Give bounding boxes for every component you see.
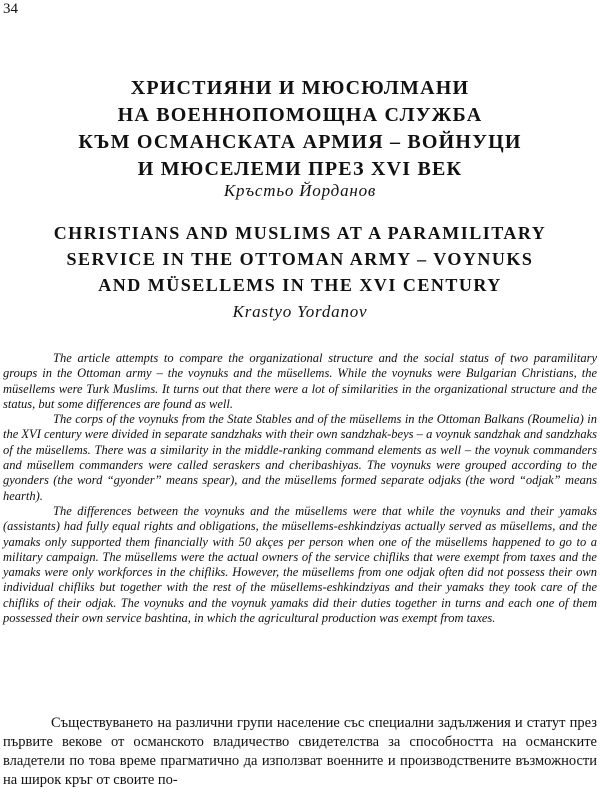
title-bulgarian: [0, 75, 600, 183]
page-number: 34: [3, 1, 18, 17]
abstract-paragraph: The differences between the voynuks and the müsellems were that while the voynuks and their yamaks (assistants) had fully equal rights and obligations, the müsellems-eshkindziyas actually served as müsellems, and the yamaks only supported them financially with 50 akçes per person when one of the müsellems happened to go to a military campaign. The müsellems were the actual owners of the service chifliks that were exempt from taxes and the yamaks were only workforces in the chifliks. However, the müsellems from one odjak often did not possess their own individual chifliks but together with the rest of the müsellems-eshkindziyas and their yamaks they took care of the chifliks of their odjak. The voynuks and the voynuk yamaks did their duties together in turns and each one of them possessed their own service bashtina, in which the agricultural production was exempt from taxes.: [3, 503, 597, 626]
abstract: [3, 351, 597, 626]
title-en-line: SERVICE IN THE OTTOMAN ARMY – VOYNUKS: [66, 249, 534, 269]
title-en-line: AND MÜSELLEMS IN THE XVI CENTURY: [98, 275, 502, 295]
title-bg-line: КЪМ ОСМАНСКАТА АРМИЯ – ВОЙНУЦИ: [78, 131, 522, 153]
author-english: Krastyo Yordanov: [232, 302, 368, 321]
body-text: [3, 714, 597, 790]
author-bulgarian: Кръстьо Йорданов: [223, 181, 377, 200]
title-bg-line: И МЮСЕЛЕМИ ПРЕЗ XVI ВЕК: [137, 158, 463, 180]
abstract-paragraph: The corps of the voynuks from the State Stables and of the müsellems in the Ottoman Balkans (Roumelia) in the XVI century were divided in separate sandzhaks with their own sandzhak-beys – a voynuk sandzhak and sandzhaks of the müsellems. There was a similarity in the middle-ranking command elements as well – the voynuk commanders and müsellem commanders were called seraskers and cheribashiyas. The voynuks were grouped according to the gyonders (the word “gyonder” means spear), and the müsellems formed separate odjaks (the word “odjak” means hearth).: [3, 412, 597, 503]
body-paragraph: Съществуването на различни групи население със специални задължения и статут през първите векове от османското владичество свидетелства за способността на османските владетели по това време прагматично да използват военните и производствените възможности на широк кръг от своите по-: [3, 715, 597, 788]
title-bg-line: ХРИСТИЯНИ И МЮСЮЛМАНИ: [130, 77, 470, 99]
title-english: [0, 220, 600, 298]
abstract-paragraph: The article attempts to compare the organizational structure and the social status of two paramilitary groups in the Ottoman army – the voynuks and the müsellems. While the voynuks were Bulgarian Christians, the müsellems were Turk Muslims. It turns out that there were a lot of similarities in the organizational structure and the status, but some differences are found as well.: [3, 351, 597, 411]
title-bg-line: НА ВОЕННОПОМОЩНА СЛУЖБА: [117, 104, 483, 126]
title-en-line: CHRISTIANS AND MUSLIMS AT A PARAMILITARY: [53, 223, 547, 243]
